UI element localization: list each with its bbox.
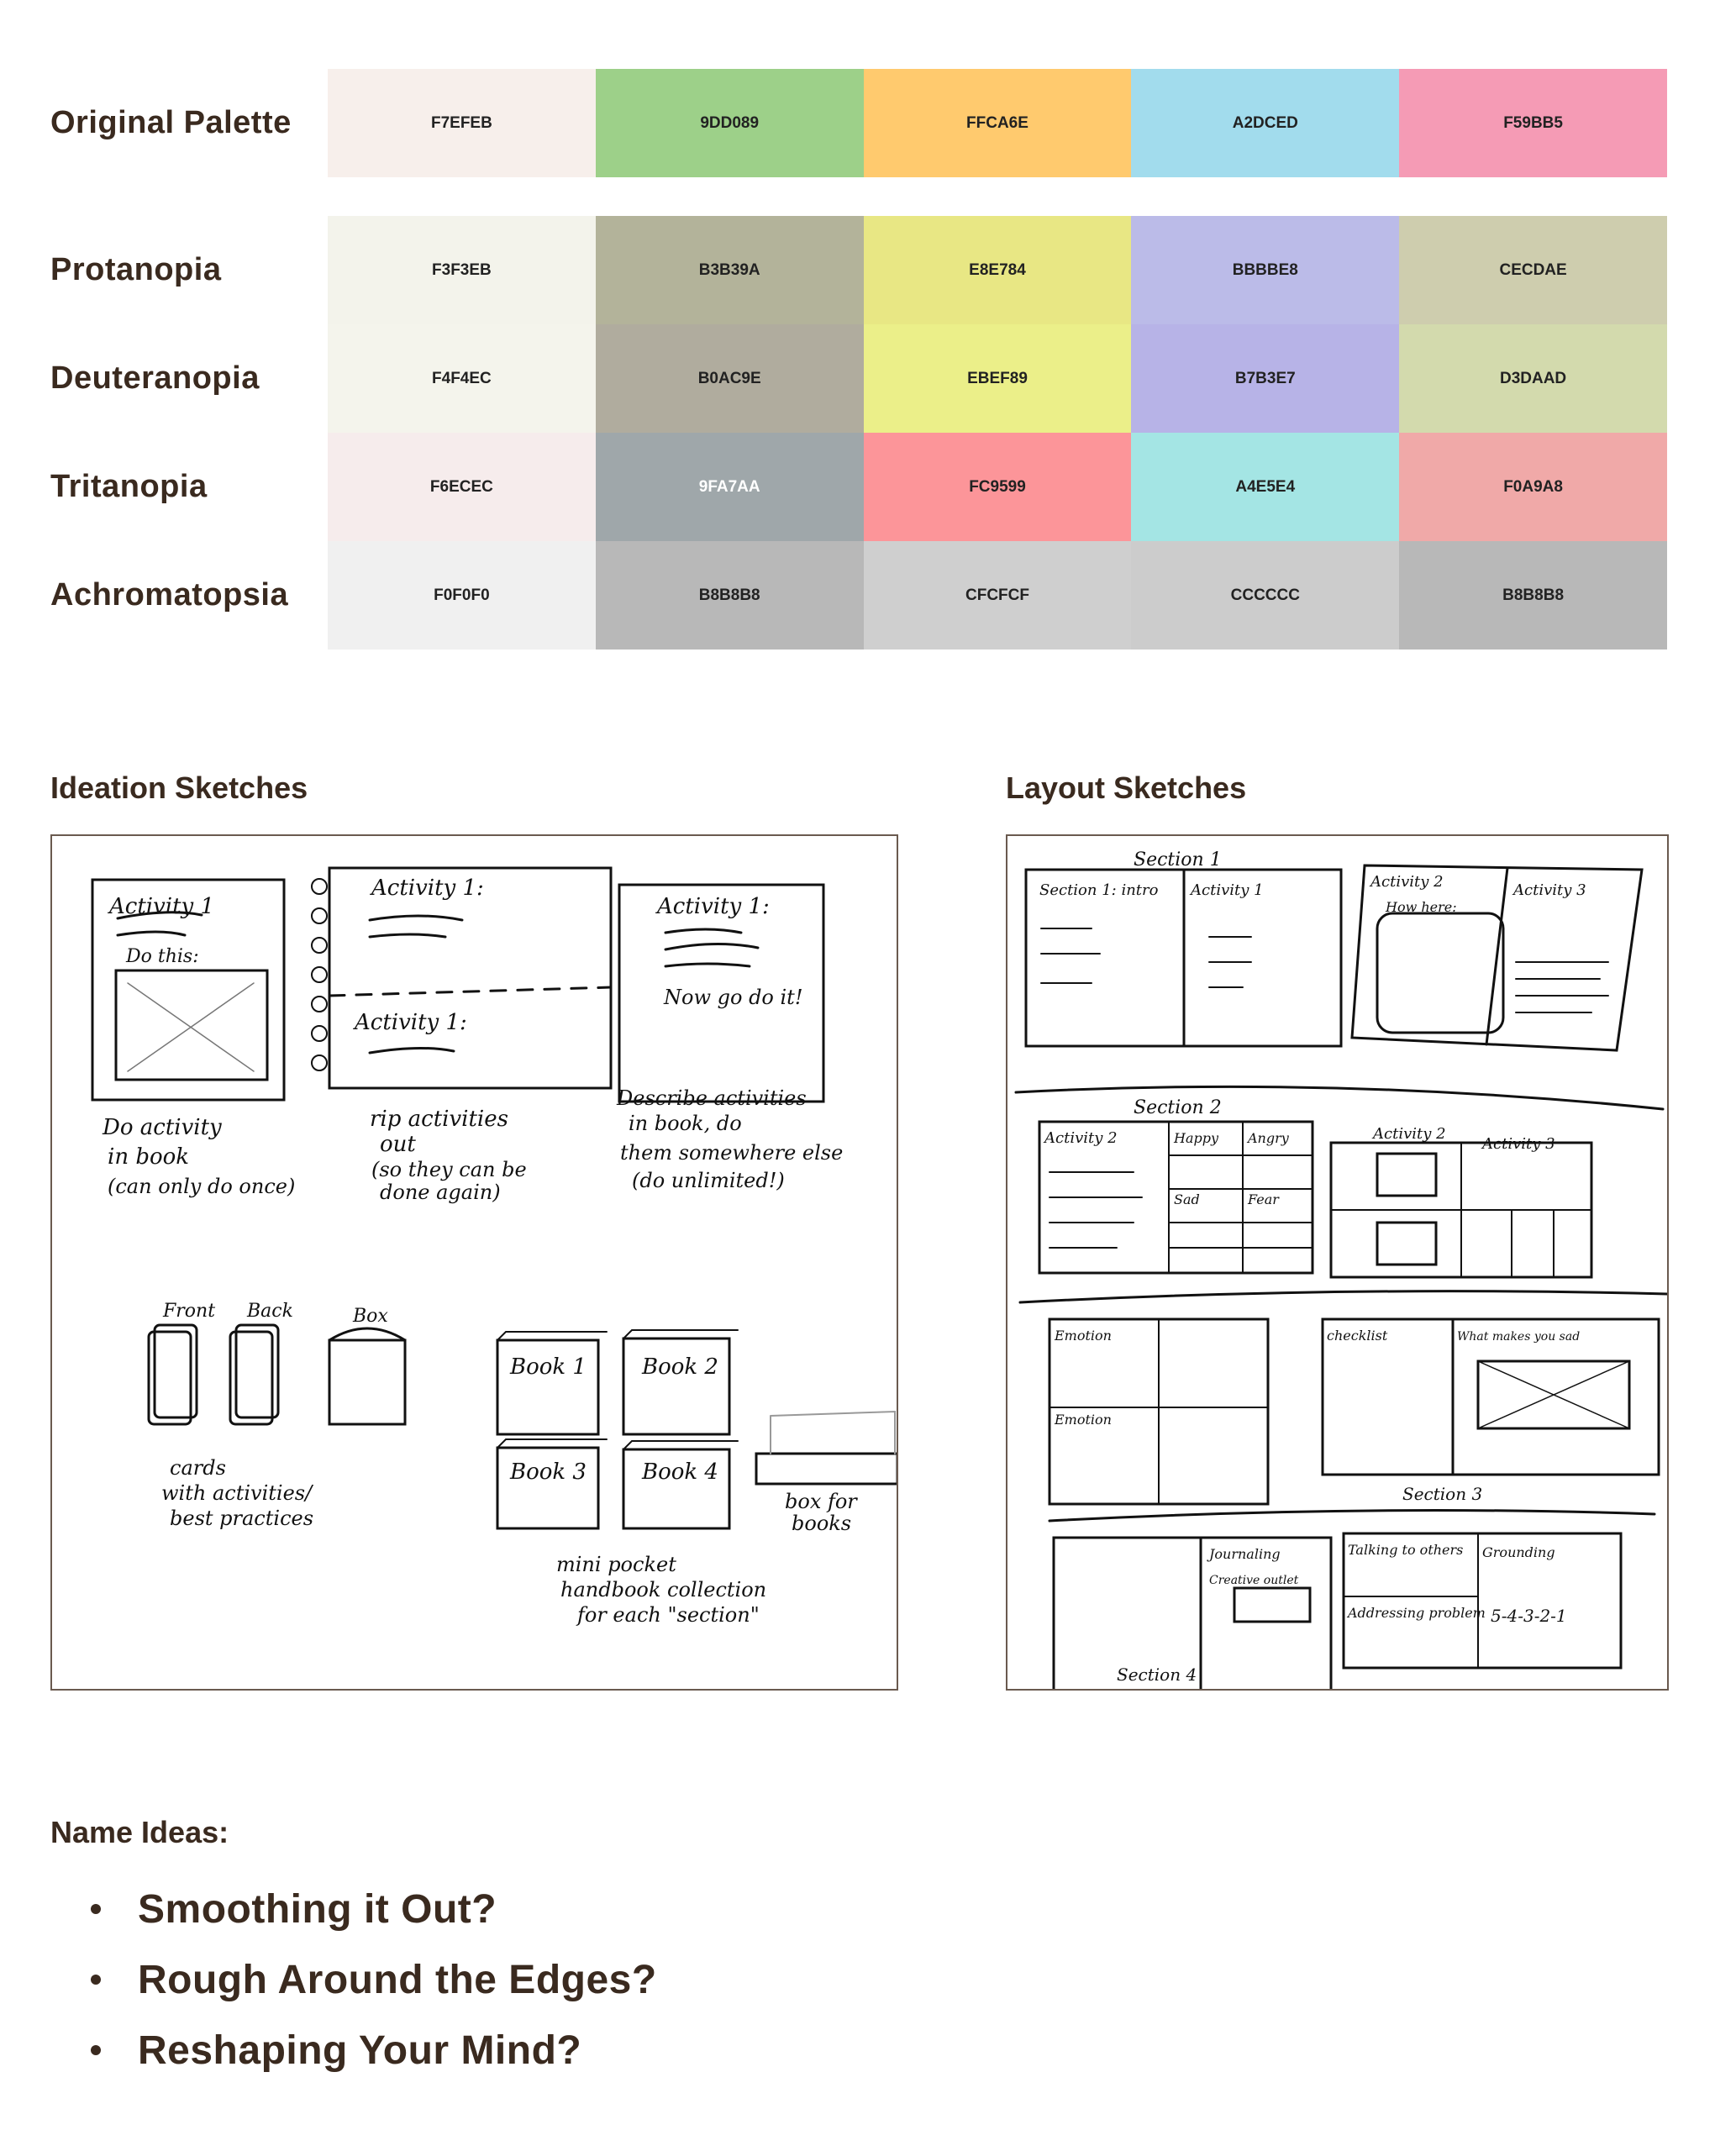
swatch-group [328,541,1667,650]
sketch-note: 5-4-3-2-1 [1491,1606,1567,1626]
list-item [50,1944,657,2015]
sketch-note: mini pocket [556,1553,676,1576]
name-idea-text: Reshaping Your Mind? [138,2027,582,2073]
sketch-note: Sad [1174,1191,1200,1207]
bullet-icon [91,2045,101,2055]
color-swatch: A4E5E4 [1131,433,1399,541]
sketch-note: Journaling [1209,1546,1281,1562]
color-swatch: B7B3E7 [1131,324,1399,433]
sketch-note: Activity 2 [1370,873,1444,891]
sketch-note: Activity 2 [1044,1129,1118,1147]
color-swatch: EBEF89 [864,324,1132,433]
ideation-sketch-image [50,834,898,1691]
palette-row-label: Original Palette [50,105,292,140]
color-swatch: E8E784 [864,216,1132,324]
sketch-note: Emotion [1055,1412,1112,1428]
sketch-note: What makes you sad [1457,1330,1581,1344]
palette-row-label: Achromatopsia [50,577,289,613]
color-swatch: B0AC9E [596,324,864,433]
name-idea-text: Rough Around the Edges? [138,1957,657,2002]
color-swatch: FFCA6E [864,69,1132,177]
name-ideas-title: Name Ideas: [50,1815,229,1849]
sketch-note: best practices [170,1507,314,1530]
sketch-note: Book 1 [510,1354,587,1380]
sketch-note: out [380,1132,416,1157]
palette-row-label: Deuteranopia [50,360,260,396]
sketch-note: in book [108,1144,190,1170]
sketch-note: Fear [1248,1191,1279,1207]
color-swatch: F7EFEB [328,69,596,177]
ideation-sketch-drawing [52,836,897,1689]
color-swatch: F3F3EB [328,216,596,324]
color-swatch: F0A9A8 [1399,433,1667,541]
sketch-note: Talking to others [1348,1542,1464,1558]
color-swatch: 9DD089 [596,69,864,177]
sketch-note: Back [247,1301,293,1322]
layout-sketch-drawing [1007,836,1667,1689]
color-swatch: CECDAE [1399,216,1667,324]
palette-row-label: Tritanopia [50,469,208,504]
palette-row-deuteranopia [50,324,1667,433]
sketch-note: How here: [1386,899,1457,915]
sketch-note: Grounding [1482,1544,1555,1560]
palette-row-original [50,69,1667,177]
sketch-note: cards [170,1456,226,1480]
sketch-note: Activity 1: [371,876,484,901]
bullet-icon [91,1975,101,1985]
sketch-note: handbook collection [560,1578,767,1601]
sketch-note: Front [163,1301,216,1322]
sketch-note: Angry [1248,1130,1289,1146]
sketch-note: Section 1 [1134,849,1222,870]
sketch-note: them somewhere else [620,1141,844,1165]
sketch-note: Activity 1: [657,894,770,919]
color-swatch: BBBBE8 [1131,216,1399,324]
color-swatch: F0F0F0 [328,541,596,650]
list-item [50,1874,657,1944]
sketch-note: Section 2 [1134,1097,1222,1118]
sketch-note: Activity 3 [1482,1135,1555,1153]
palette-row-tritanopia [50,433,1667,541]
swatch-group [328,324,1667,433]
color-swatch: F4F4EC [328,324,596,433]
color-swatch: B8B8B8 [1399,541,1667,650]
sketch-note: Activity 1 [109,894,215,919]
sketch-note: Now go do it! [664,986,803,1009]
sketch-note: Section 4 [1117,1665,1197,1685]
sketch-note: Book 4 [642,1459,718,1485]
swatch-group [328,433,1667,541]
sketch-note: checklist [1327,1328,1388,1344]
sketch-note: Activity 1 [1191,881,1264,899]
palette-row-achromatopsia [50,541,1667,650]
color-swatch: CCCCCC [1131,541,1399,650]
sketch-note: Emotion [1055,1328,1112,1344]
color-swatch: B8B8B8 [596,541,864,650]
sketch-note: with activities/ [161,1481,313,1505]
sketch-note: (can only do once) [108,1175,296,1198]
name-ideas-list [50,1874,657,2085]
sketch-note: Section 1: intro [1039,881,1159,899]
sketch-note: Do activity [103,1115,222,1140]
sketch-note: rip activities [370,1107,508,1132]
sketch-note: for each "section" [577,1603,760,1627]
color-swatch: F59BB5 [1399,69,1667,177]
color-swatch: F6ECEC [328,433,596,541]
color-swatch: B3B39A [596,216,864,324]
swatch-group [328,216,1667,324]
color-swatch: 9FA7AA [596,433,864,541]
layout-sketches-title: Layout Sketches [1006,770,1247,805]
sketch-note: Activity 3 [1513,881,1586,899]
sketch-note: (do unlimited!) [632,1169,785,1192]
palette-row-label: Protanopia [50,252,222,287]
sketch-note: Addressing problem [1348,1605,1486,1621]
sketch-note: in book, do [629,1112,742,1135]
color-swatch: CFCFCF [864,541,1132,650]
sketch-note: Happy [1174,1130,1219,1146]
sketch-note: box for [785,1490,857,1513]
sketch-note: Box [353,1306,388,1327]
sketch-note: Creative outlet [1209,1574,1299,1587]
sketch-note: Book 2 [642,1354,718,1380]
layout-sketch-image [1006,834,1669,1691]
ideation-sketches-title: Ideation Sketches [50,770,308,805]
name-ideas-section [50,1815,657,2085]
color-palette-table [50,69,1667,650]
list-item [50,2015,657,2085]
palette-row-protanopia [50,216,1667,324]
sketch-note: (so they can be [371,1158,527,1181]
color-swatch: A2DCED [1131,69,1399,177]
sketch-note: done again) [380,1181,501,1204]
sketch-note: Activity 1: [355,1010,467,1035]
swatch-group [328,69,1667,177]
sketch-note: Activity 2 [1373,1125,1446,1143]
sketch-note: Describe activities [617,1086,807,1110]
name-idea-text: Smoothing it Out? [138,1886,497,1932]
sketch-note: Book 3 [510,1459,587,1485]
color-swatch: D3DAAD [1399,324,1667,433]
sketch-note: Do this: [126,946,199,967]
sketch-note: Section 3 [1402,1484,1483,1504]
color-swatch: FC9599 [864,433,1132,541]
bullet-icon [91,1904,101,1914]
sketch-note: books [792,1512,852,1535]
